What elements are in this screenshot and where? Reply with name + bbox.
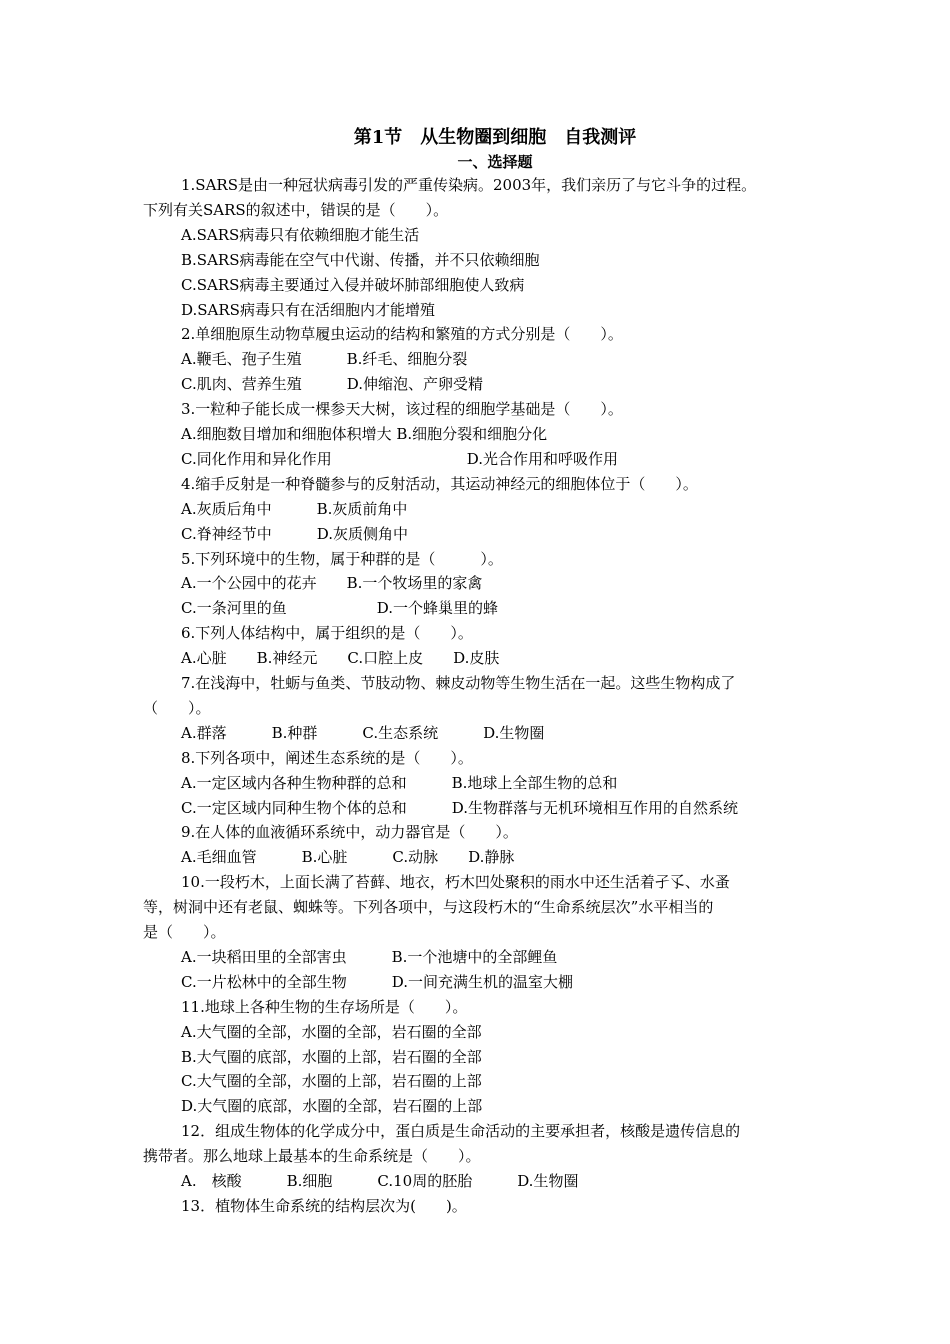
text-line: 11.地球上各种生物的生存场所是（ ）。 <box>181 997 468 1016</box>
text-line: 8.下列各项中，阐述生态系统的是（ ）。 <box>181 748 473 767</box>
text-line: A.心脏 B.神经元 C.口腔上皮 D.皮肤 <box>181 649 500 668</box>
text-line: A.SARS病毒只有依赖细胞才能生活 <box>181 225 420 244</box>
text-line: A.大气圈的全部，水圈的全部，岩石圈的全部 <box>181 1022 482 1041</box>
text-line: B.大气圈的底部，水圈的上部，岩石圈的全部 <box>181 1047 482 1066</box>
text-line: C.一片松林中的全部生物 D.一间充满生机的温室大棚 <box>181 972 573 991</box>
text-line: 1.SARS是由一种冠状病毒引发的严重传染病。2003年，我们亲历了与它斗争的过程。 <box>181 176 757 194</box>
text-line: 2.单细胞原生动物草履虫运动的结构和繁殖的方式分别是（ ）。 <box>181 325 623 344</box>
text-line: A.群落 B.种群 C.生态系统 D.生物圈 <box>181 723 545 742</box>
text-line: C.同化作用和异化作用 D.光合作用和呼吸作用 <box>181 449 618 468</box>
page-title: 第1节 从生物圈到细胞 自我测评 <box>353 127 637 148</box>
text-line: 7.在浅海中，牡蛎与鱼类、节肢动物、棘皮动物等生物生活在一起。这些生物构成了 <box>181 674 736 692</box>
text-line: 下列有关SARS的叙述中，错误的是（ ）。 <box>143 200 449 219</box>
text-line: C.SARS病毒主要通过入侵并破坏肺部细胞使人致病 <box>181 275 525 294</box>
text-line: A.细胞数目增加和细胞体积增大 B.细胞分裂和细胞分化 <box>181 425 548 443</box>
text-line: C.脊神经节中 D.灰质侧角中 <box>181 524 408 543</box>
text-line: A. 核酸 B.细胞 C.10周的胚胎 D.生物圈 <box>181 1172 579 1190</box>
text-line: （ ）。 <box>143 698 211 717</box>
text-line: A.一个公园中的花卉 B.一个牧场里的家禽 <box>181 574 483 593</box>
text-line: 等，树洞中还有老鼠、蜘蛛等。下列各项中，与这段朽木的“生命系统层次”水平相当的 <box>143 898 714 917</box>
text-line: A.灰质后角中 B.灰质前角中 <box>181 499 408 518</box>
text-line: 13．植物体生命系统的结构层次为( )。 <box>181 1196 467 1215</box>
text-line: 9.在人体的血液循环系统中，动力器官是（ ）。 <box>181 823 518 842</box>
text-line: 3.一粒种子能长成一棵参天大树，该过程的细胞学基础是（ ）。 <box>181 400 623 419</box>
text-line: 4.缩手反射是一种脊髓参与的反射活动，其运动神经元的细胞体位于（ ）。 <box>181 474 698 493</box>
text-line: 10.一段朽木，上面长满了苔藓、地衣，朽木凹处聚积的雨水中还生活着孑孓、水蚤 <box>181 873 730 892</box>
text-line: A.一定区域内各种生物种群的总和 B.地球上全部生物的总和 <box>181 773 618 792</box>
text-line: 12．组成生物体的化学成分中，蛋白质是生命活动的主要承担者，核酸是遗传信息的 <box>181 1122 741 1141</box>
text-line: D.大气圈的底部，水圈的全部，岩石圈的上部 <box>181 1097 483 1116</box>
text-line: A.鞭毛、孢子生殖 B.纤毛、细胞分裂 <box>181 350 468 369</box>
text-line: D.SARS病毒只有在活细胞内才能增殖 <box>181 300 435 319</box>
text-line: A.一块稻田里的全部害虫 B.一个池塘中的全部鲤鱼 <box>181 947 558 966</box>
text-line: 6.下列人体结构中，属于组织的是（ ）。 <box>181 624 473 643</box>
text-line: 5.下列环境中的生物，属于种群的是（ ）。 <box>181 549 503 568</box>
text-line: C.一定区域内同种生物个体的总和 D.生物群落与无机环境相互作用的自然系统 <box>181 798 738 817</box>
text-line: B.SARS病毒能在空气中代谢、传播，并不只依赖细胞 <box>181 250 540 269</box>
text-line: 携带者。那么地球上最基本的生命系统是（ ）。 <box>143 1147 481 1166</box>
section-heading: 一、选择题 <box>457 153 533 171</box>
text-line: C.大气圈的全部，水圈的上部，岩石圈的上部 <box>181 1072 482 1091</box>
text-line: 是（ ）。 <box>143 923 226 941</box>
text-line: A.毛细血管 B.心脏 C.动脉 D.静脉 <box>181 848 515 867</box>
text-line: C.一条河里的鱼 D.一个蜂巢里的蜂 <box>181 599 498 618</box>
text-line: C.肌肉、营养生殖 D.伸缩泡、产卵受精 <box>181 375 483 394</box>
